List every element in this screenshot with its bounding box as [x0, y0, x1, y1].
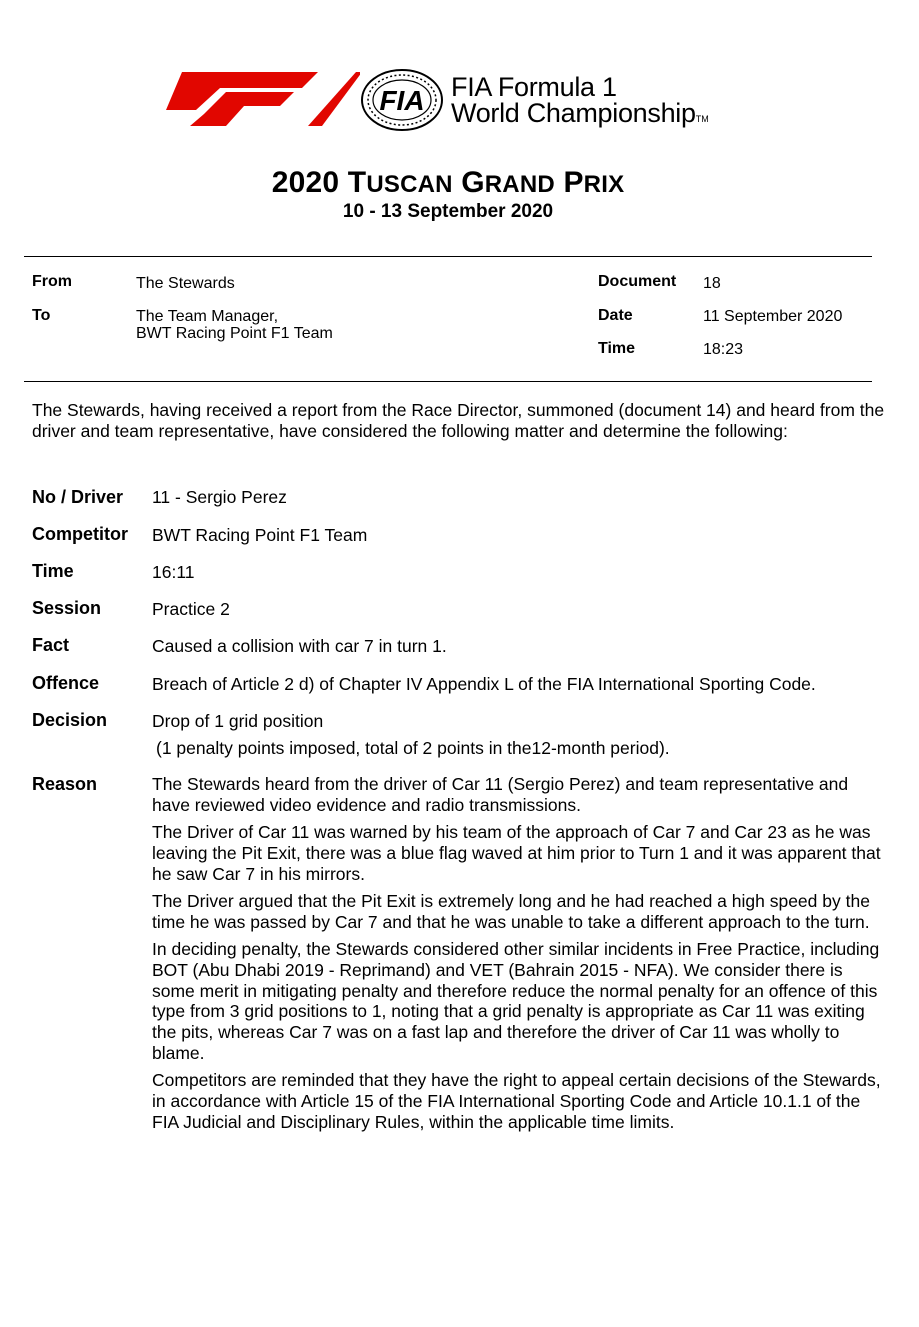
fia-seal-label: FIA [379, 85, 425, 116]
f1-logo-icon [160, 70, 360, 128]
trademark-mark: TM [695, 114, 709, 124]
decision-penalty-points: (1 penalty points imposed, total of 2 points in the12-month period). [156, 738, 670, 758]
session-label: Session [32, 598, 102, 618]
driver-label: No / Driver [32, 487, 124, 507]
reason-paragraph: In deciding penalty, the Stewards considered other similar incidents in Free Practice, including BOT (Abu Dhabi 2019 - Reprimand) and VET (Bahrain 2015 - NFA). We consider there is some merit in mitigating penalty and therefore reduce the normal penalty for an offence of this type from 3 grid positions to 1, noting that a grid penalty is appropriate as Car 11 was exiting the pits, whereas Car 7 was on a fast lap and therefore the driver of Car 11 was wholly to blame. [152, 939, 880, 1064]
logo-wordmark [451, 74, 709, 132]
competitor-value: BWT Racing Point F1 Team [152, 525, 368, 545]
logo-line-2 [451, 100, 709, 132]
header-divider-bottom [24, 381, 872, 382]
fact-label: Fact [32, 635, 70, 655]
event-title-word1-rest: USCAN [366, 171, 453, 198]
incident-time-label: Time [32, 561, 74, 581]
logo-line-2-text: World Championship [451, 98, 696, 128]
intro-paragraph: The Stewards, having received a report from the Race Director, summoned (document 14) and heard from the driver and team representative, have considered the following matter and determine the following: [32, 400, 885, 441]
from-label: From [32, 273, 72, 290]
fia-seal-icon [360, 68, 444, 132]
event-title-word3-initial: P [563, 166, 584, 199]
to-value-line-1: The Team Manager, [136, 308, 279, 325]
reason-label: Reason [32, 774, 98, 794]
reason-paragraph: The Driver argued that the Pit Exit is extremely long and he had reached a high speed by the time he was passed by Car 7 and that he was unable to take a different approach to the turn. [152, 890, 870, 932]
event-title-word2-initial: G [461, 166, 485, 199]
to-value-line-2: BWT Racing Point F1 Team [136, 325, 333, 342]
event-title-word3-rest: RIX [583, 171, 625, 198]
championship-logo [160, 66, 760, 132]
incident-time-value: 16:11 [152, 562, 195, 582]
from-value: The Stewards [136, 275, 235, 292]
to-label: To [32, 307, 51, 324]
competitor-label: Competitor [32, 524, 128, 544]
decision-label: Decision [32, 710, 108, 730]
event-title-word2-rest: RAND [484, 171, 555, 198]
event-year: 2020 [271, 166, 348, 199]
fact-value: Caused a collision with car 7 in turn 1. [152, 636, 447, 656]
reason-paragraph: The Stewards heard from the driver of Car 11 (Sergio Perez) and team representative and have reviewed video evidence and radio transmissions. [152, 774, 849, 815]
logo-line-1: FIA Formula 1 [451, 72, 617, 102]
time-value: 18:23 [703, 341, 744, 358]
decision-value: Drop of 1 grid position [152, 711, 324, 731]
event-dates: 10 - 13 September 2020 [342, 201, 554, 222]
driver-value: 11 - Sergio Perez [152, 487, 287, 507]
document-label: Document [598, 273, 677, 290]
document-value: 18 [703, 275, 721, 292]
session-value: Practice 2 [152, 599, 230, 619]
header-divider-top [24, 256, 872, 257]
offence-value: Breach of Article 2 d) of Chapter IV Appendix L of the FIA International Sporting Code. [152, 674, 816, 694]
date-value: 11 September 2020 [703, 308, 843, 325]
reason-text [152, 774, 882, 1139]
reason-paragraph: Competitors are reminded that they have the right to appeal certain decisions of the Stewards, in accordance with Article 15 of the FIA International Sporting Code and Article 10.1.1 of the FIA Judicial and Disciplinary Rules, within the applicable time limits. [152, 1070, 881, 1132]
date-label: Date [598, 307, 633, 324]
offence-label: Offence [32, 673, 100, 693]
reason-paragraph: The Driver of Car 11 was warned by his team of the approach of Car 7 and Car 23 as he was leaving the Pit Exit, there was a blue flag waved at him prior to Turn 1 and it was apparent that he saw Car 7 in his mirrors. [152, 822, 881, 884]
event-title [0, 166, 896, 200]
event-title-word1-initial: T [347, 166, 367, 199]
time-label: Time [598, 340, 636, 357]
